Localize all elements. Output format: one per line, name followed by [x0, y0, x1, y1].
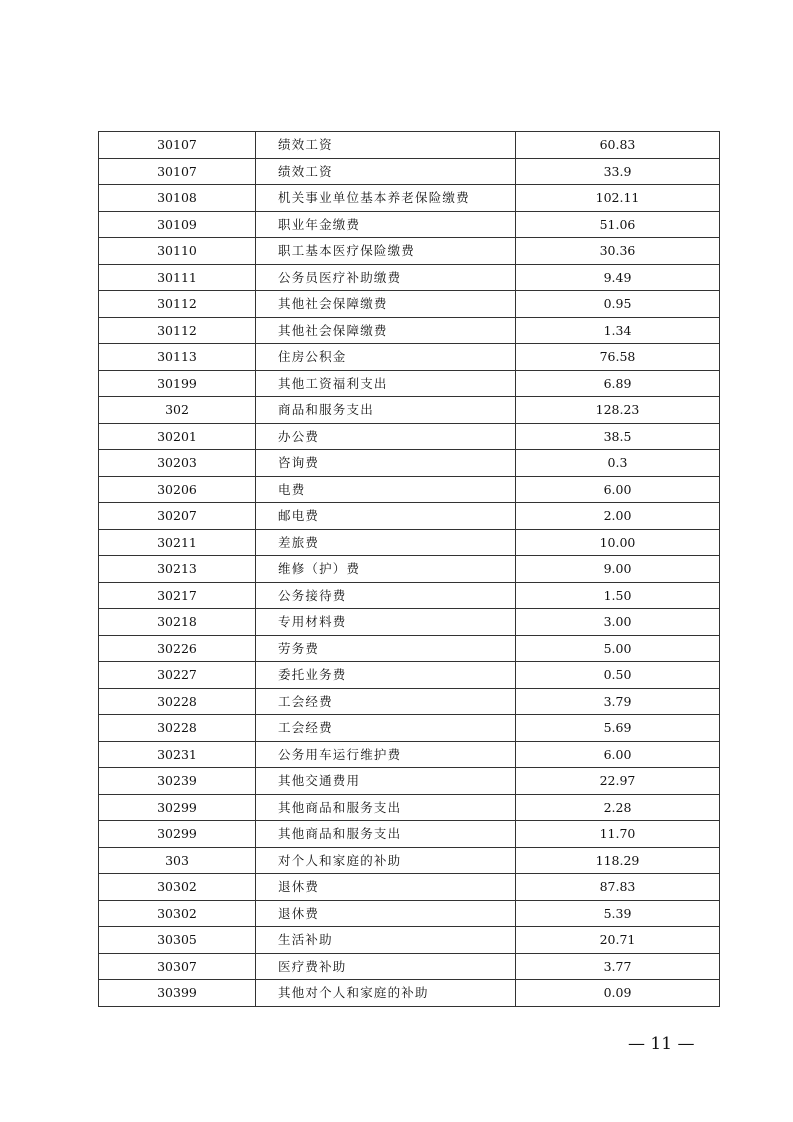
code-cell: 30228	[99, 715, 256, 742]
name-cell: 住房公积金	[256, 344, 516, 371]
code-cell: 30207	[99, 503, 256, 530]
code-cell: 30217	[99, 582, 256, 609]
code-cell: 302	[99, 397, 256, 424]
name-cell: 其他商品和服务支出	[256, 821, 516, 848]
code-cell: 30211	[99, 529, 256, 556]
code-cell: 30201	[99, 423, 256, 450]
table-row	[99, 503, 720, 530]
name-cell: 劳务费	[256, 635, 516, 662]
amount-cell: 60.83	[516, 132, 720, 159]
name-cell: 委托业务费	[256, 662, 516, 689]
amount-cell: 102.11	[516, 185, 720, 212]
code-cell: 30299	[99, 821, 256, 848]
table-row	[99, 264, 720, 291]
table-row	[99, 423, 720, 450]
amount-cell: 30.36	[516, 238, 720, 265]
name-cell: 差旅费	[256, 529, 516, 556]
code-cell: 30113	[99, 344, 256, 371]
page-number: — 11 —	[628, 1034, 695, 1054]
table-row	[99, 821, 720, 848]
code-cell: 30226	[99, 635, 256, 662]
name-cell: 退休费	[256, 900, 516, 927]
code-cell: 30231	[99, 741, 256, 768]
name-cell: 绩效工资	[256, 132, 516, 159]
table-row	[99, 132, 720, 159]
code-cell: 30199	[99, 370, 256, 397]
table-row	[99, 317, 720, 344]
amount-cell: 3.79	[516, 688, 720, 715]
name-cell: 其他对个人和家庭的补助	[256, 980, 516, 1007]
amount-cell: 33.9	[516, 158, 720, 185]
name-cell: 其他商品和服务支出	[256, 794, 516, 821]
table-row	[99, 609, 720, 636]
code-cell: 30299	[99, 794, 256, 821]
amount-cell: 22.97	[516, 768, 720, 795]
table-row	[99, 450, 720, 477]
code-cell: 30206	[99, 476, 256, 503]
amount-cell: 38.5	[516, 423, 720, 450]
name-cell: 专用材料费	[256, 609, 516, 636]
code-cell: 30227	[99, 662, 256, 689]
amount-cell: 0.95	[516, 291, 720, 318]
table-row	[99, 370, 720, 397]
name-cell: 商品和服务支出	[256, 397, 516, 424]
code-cell: 30112	[99, 291, 256, 318]
amount-cell: 9.00	[516, 556, 720, 583]
amount-cell: 20.71	[516, 927, 720, 954]
code-cell: 30307	[99, 953, 256, 980]
amount-cell: 6.89	[516, 370, 720, 397]
table-row	[99, 158, 720, 185]
table-row	[99, 238, 720, 265]
code-cell: 30109	[99, 211, 256, 238]
code-cell: 30399	[99, 980, 256, 1007]
amount-cell: 0.50	[516, 662, 720, 689]
budget-table-body	[99, 132, 720, 1007]
name-cell: 咨询费	[256, 450, 516, 477]
table-row	[99, 185, 720, 212]
amount-cell: 5.69	[516, 715, 720, 742]
table-row	[99, 768, 720, 795]
amount-cell: 118.29	[516, 847, 720, 874]
code-cell: 30110	[99, 238, 256, 265]
table-row	[99, 291, 720, 318]
name-cell: 其他社会保障缴费	[256, 291, 516, 318]
amount-cell: 1.50	[516, 582, 720, 609]
code-cell: 30213	[99, 556, 256, 583]
amount-cell: 1.34	[516, 317, 720, 344]
amount-cell: 5.39	[516, 900, 720, 927]
name-cell: 职工基本医疗保险缴费	[256, 238, 516, 265]
name-cell: 公务接待费	[256, 582, 516, 609]
table-row	[99, 582, 720, 609]
name-cell: 工会经费	[256, 688, 516, 715]
amount-cell: 6.00	[516, 741, 720, 768]
name-cell: 工会经费	[256, 715, 516, 742]
table-row	[99, 529, 720, 556]
name-cell: 邮电费	[256, 503, 516, 530]
name-cell: 其他社会保障缴费	[256, 317, 516, 344]
table-row	[99, 927, 720, 954]
code-cell: 30112	[99, 317, 256, 344]
amount-cell: 51.06	[516, 211, 720, 238]
name-cell: 公务员医疗补助缴费	[256, 264, 516, 291]
table-row	[99, 874, 720, 901]
amount-cell: 5.00	[516, 635, 720, 662]
code-cell: 30108	[99, 185, 256, 212]
amount-cell: 87.83	[516, 874, 720, 901]
name-cell: 对个人和家庭的补助	[256, 847, 516, 874]
table-row	[99, 556, 720, 583]
name-cell: 生活补助	[256, 927, 516, 954]
name-cell: 绩效工资	[256, 158, 516, 185]
name-cell: 办公费	[256, 423, 516, 450]
amount-cell: 10.00	[516, 529, 720, 556]
table-row	[99, 900, 720, 927]
amount-cell: 2.28	[516, 794, 720, 821]
name-cell: 公务用车运行维护费	[256, 741, 516, 768]
table-row	[99, 344, 720, 371]
table-row	[99, 794, 720, 821]
name-cell: 维修（护）费	[256, 556, 516, 583]
code-cell: 303	[99, 847, 256, 874]
name-cell: 退休费	[256, 874, 516, 901]
table-row	[99, 688, 720, 715]
amount-cell: 0.09	[516, 980, 720, 1007]
code-cell: 30218	[99, 609, 256, 636]
table-row	[99, 741, 720, 768]
budget-table	[98, 131, 720, 1007]
amount-cell: 76.58	[516, 344, 720, 371]
name-cell: 医疗费补助	[256, 953, 516, 980]
code-cell: 30111	[99, 264, 256, 291]
code-cell: 30239	[99, 768, 256, 795]
code-cell: 30107	[99, 132, 256, 159]
table-row	[99, 635, 720, 662]
amount-cell: 2.00	[516, 503, 720, 530]
table-row	[99, 980, 720, 1007]
amount-cell: 6.00	[516, 476, 720, 503]
amount-cell: 0.3	[516, 450, 720, 477]
table-row	[99, 662, 720, 689]
table-row	[99, 953, 720, 980]
code-cell: 30305	[99, 927, 256, 954]
name-cell: 职业年金缴费	[256, 211, 516, 238]
code-cell: 30203	[99, 450, 256, 477]
amount-cell: 3.00	[516, 609, 720, 636]
amount-cell: 128.23	[516, 397, 720, 424]
table-row	[99, 211, 720, 238]
amount-cell: 3.77	[516, 953, 720, 980]
name-cell: 电费	[256, 476, 516, 503]
amount-cell: 9.49	[516, 264, 720, 291]
code-cell: 30107	[99, 158, 256, 185]
table-row	[99, 476, 720, 503]
table-row	[99, 397, 720, 424]
name-cell: 其他交通费用	[256, 768, 516, 795]
table-row	[99, 715, 720, 742]
table-row	[99, 847, 720, 874]
name-cell: 机关事业单位基本养老保险缴费	[256, 185, 516, 212]
name-cell: 其他工资福利支出	[256, 370, 516, 397]
code-cell: 30302	[99, 874, 256, 901]
amount-cell: 11.70	[516, 821, 720, 848]
code-cell: 30228	[99, 688, 256, 715]
code-cell: 30302	[99, 900, 256, 927]
